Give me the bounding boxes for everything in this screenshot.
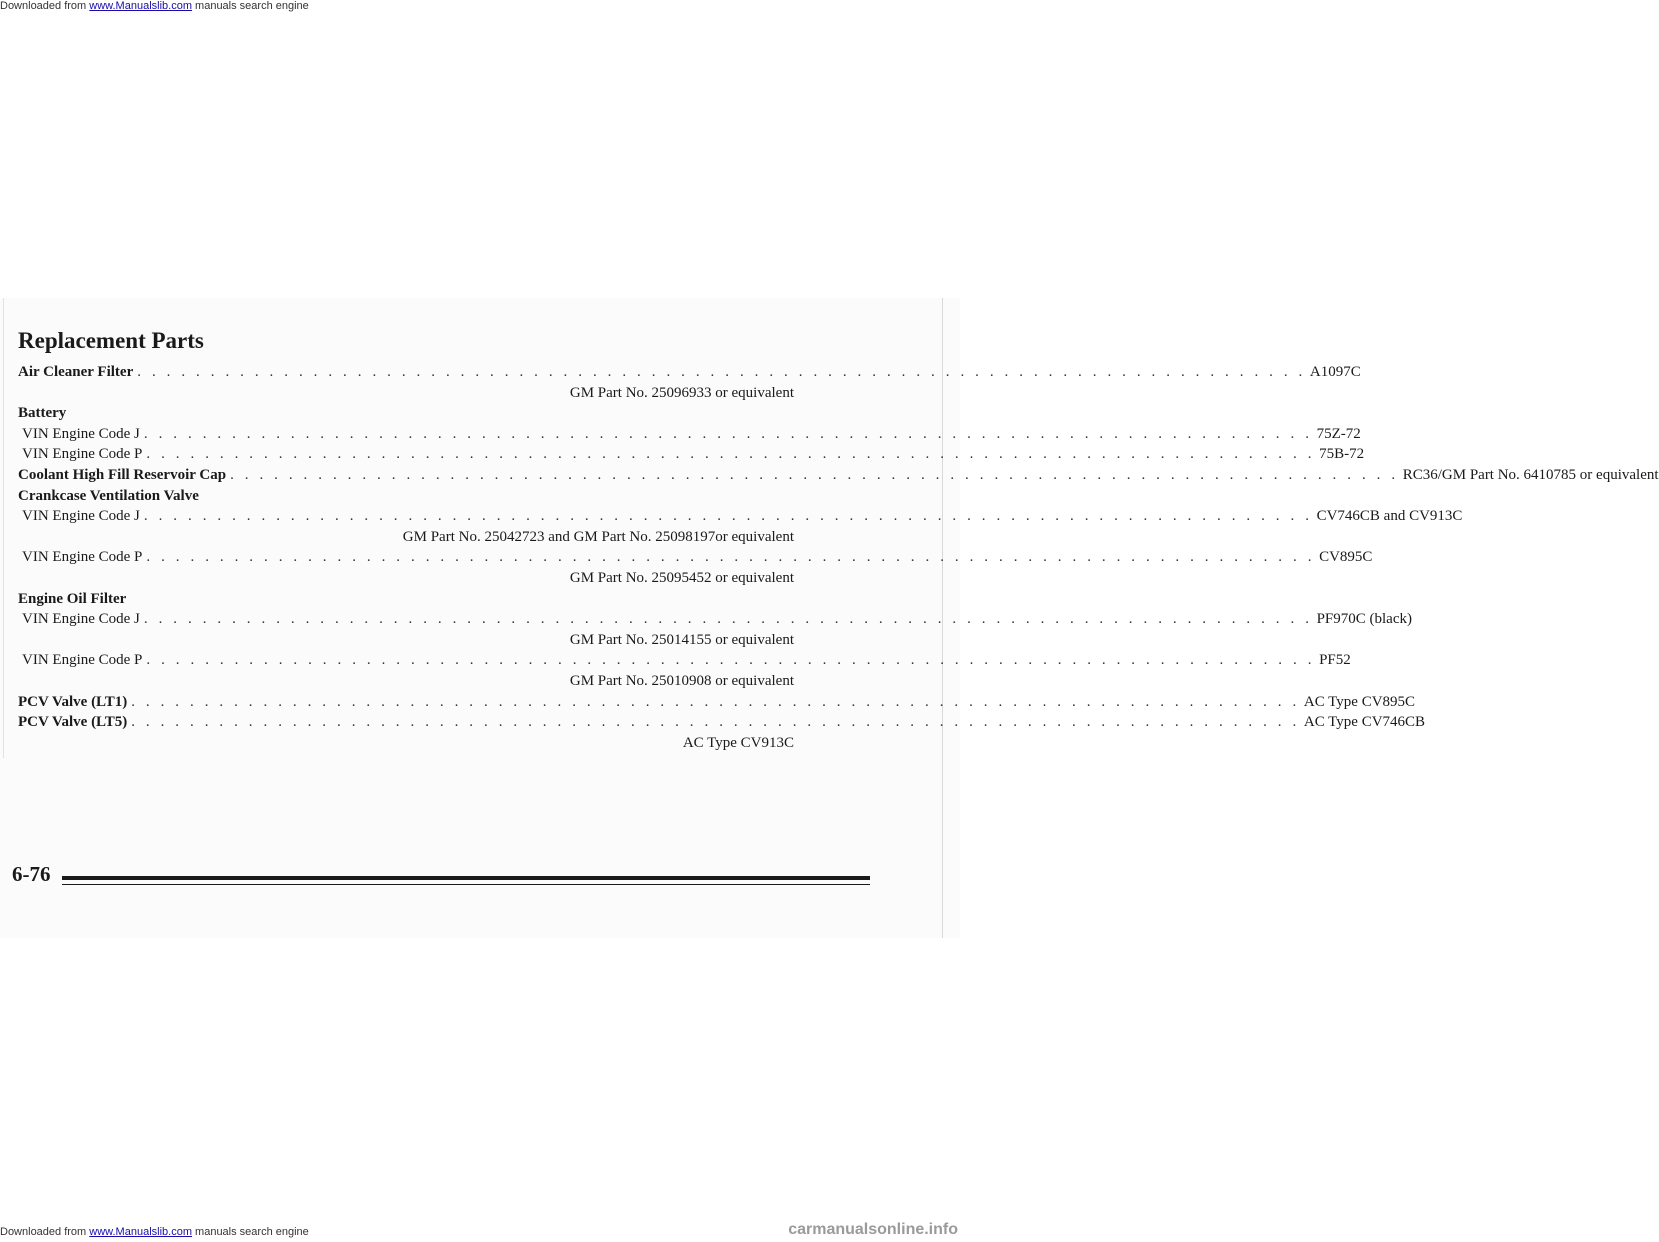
footer-rule-thick: [62, 876, 870, 880]
part-value: A1097C: [1309, 364, 1361, 380]
part-number-note: [18, 383, 794, 404]
part-subitem-row: [18, 547, 1373, 568]
banner-suffix: manuals search engine: [191, 1226, 309, 1238]
part-number-note: [18, 568, 794, 589]
download-banner-top: [0, 0, 309, 12]
part-value: 75Z-72: [1316, 425, 1361, 442]
part-value: AC Type CV895C: [1303, 693, 1416, 710]
banner-prefix: Downloaded from: [0, 0, 90, 12]
part-subitem-row: [18, 609, 1412, 630]
part-item-row: [18, 712, 1426, 733]
dot-leader: . . . . . . . . . . . . . . . . . . . . . . . . . . . . . . . . . . . . . . . . . . . . . . . . . . . . . . . . . . . . . . . . . . . . . . . . . . . . . . . .: [131, 693, 1300, 710]
part-number-note: [18, 671, 794, 692]
part-label: VIN Engine Code P: [22, 446, 143, 463]
part-label: PCV Valve (LT5): [18, 714, 128, 731]
part-value: CV895C: [1319, 549, 1373, 566]
page-title: Replacement Parts: [18, 328, 204, 353]
part-label: VIN Engine Code J: [22, 425, 140, 442]
footer-rule-thin: [62, 884, 870, 885]
part-value: AC Type CV746CB: [1303, 714, 1426, 731]
dot-leader: . . . . . . . . . . . . . . . . . . . . . . . . . . . . . . . . . . . . . . . . . . . . . . . . . . . . . . . . . . . . . . . . . . . . . . . . . . . . . . . .: [137, 364, 1306, 380]
part-number-text: GM Part No. 25010908 or equivalent: [569, 672, 794, 689]
banner-bottom-text: [0, 1226, 309, 1238]
part-number-text: GM Part No. 25042723 and GM Part No. 25098197or equivalent: [402, 528, 794, 545]
part-number-note: [18, 630, 794, 651]
part-label: VIN Engine Code P: [22, 652, 143, 669]
part-category-heading: [18, 486, 794, 507]
part-number-text: GM Part No. 25096933 or equivalent: [569, 384, 794, 401]
dot-leader: . . . . . . . . . . . . . . . . . . . . . . . . . . . . . . . . . . . . . . . . . . . . . . . . . . . . . . . . . . . . . . . . . . . . . . . . . . . . . . . .: [143, 425, 1313, 442]
banner-suffix: manuals search engine: [191, 0, 309, 12]
parts-list: [18, 362, 1659, 753]
part-value: 75B-72: [1319, 446, 1365, 463]
part-item-row: [18, 692, 1416, 713]
part-subitem-row: [18, 506, 1463, 527]
part-item-row: [18, 362, 1361, 383]
part-label: VIN Engine Code P: [22, 549, 143, 566]
part-subitem-row: [18, 444, 1365, 465]
category-label: Crankcase Ventilation Valve: [18, 487, 199, 504]
dot-leader: . . . . . . . . . . . . . . . . . . . . . . . . . . . . . . . . . . . . . . . . . . . . . . . . . . . . . . . . . . . . . . . . . . . . . . . . . . . . . . . .: [146, 652, 1316, 669]
part-label: PCV Valve (LT1): [18, 693, 128, 710]
category-label: Engine Oil Filter: [18, 590, 127, 607]
manualslib-link[interactable]: www.Manualslib.com: [89, 1226, 192, 1238]
part-label: VIN Engine Code J: [22, 508, 140, 525]
watermark: carmanualsonline.info: [788, 1221, 958, 1238]
part-label: VIN Engine Code J: [22, 611, 140, 628]
part-category-heading: [18, 589, 794, 610]
dot-leader: . . . . . . . . . . . . . . . . . . . . . . . . . . . . . . . . . . . . . . . . . . . . . . . . . . . . . . . . . . . . . . . . . . . . . . . . . . . . . . . .: [143, 508, 1313, 525]
part-number-note: [18, 733, 794, 754]
part-number-text: AC Type CV913C: [682, 734, 794, 751]
category-label: Battery: [18, 405, 67, 422]
part-value: CV746CB and CV913C: [1316, 508, 1463, 525]
part-label: Air Cleaner Filter: [18, 364, 134, 380]
part-value: PF970C (black): [1316, 611, 1412, 628]
dot-leader: . . . . . . . . . . . . . . . . . . . . . . . . . . . . . . . . . . . . . . . . . . . . . . . . . . . . . . . . . . . . . . . . . . . . . . . . . . . . . . . .: [146, 549, 1316, 566]
part-number-text: GM Part No. 25014155 or equivalent: [569, 631, 794, 648]
part-category-heading: [18, 403, 794, 424]
dot-leader: . . . . . . . . . . . . . . . . . . . . . . . . . . . . . . . . . . . . . . . . . . . . . . . . . . . . . . . . . . . . . . . . . . . . . . . . . . . . . . . .: [146, 446, 1316, 463]
part-number-note: [18, 527, 794, 548]
part-value: RC36/GM Part No. 6410785 or equivalent: [1402, 466, 1659, 483]
banner-prefix: Downloaded from: [0, 1226, 90, 1238]
part-item-row: [18, 465, 1659, 486]
part-label: Coolant High Fill Reservoir Cap: [18, 466, 227, 483]
page-left-edge: [3, 298, 4, 758]
part-number-text: GM Part No. 25095452 or equivalent: [569, 569, 794, 586]
part-value: PF52: [1319, 652, 1351, 669]
part-subitem-row: [18, 650, 1351, 671]
part-subitem-row: [18, 424, 1361, 445]
page-number: 6-76: [12, 862, 51, 886]
dot-leader: . . . . . . . . . . . . . . . . . . . . . . . . . . . . . . . . . . . . . . . . . . . . . . . . . . . . . . . . . . . . . . . . . . . . . . . . . . . . . . . .: [131, 714, 1300, 731]
manualslib-link[interactable]: www.Manualslib.com: [89, 0, 192, 12]
dot-leader: . . . . . . . . . . . . . . . . . . . . . . . . . . . . . . . . . . . . . . . . . . . . . . . . . . . . . . . . . . . . . . . . . . . . . . . . . . . . . . . .: [143, 611, 1313, 628]
manual-page: [0, 298, 1659, 938]
dot-leader: . . . . . . . . . . . . . . . . . . . . . . . . . . . . . . . . . . . . . . . . . . . . . . . . . . . . . . . . . . . . . . . . . . . . . . . . . . . . . . . .: [230, 466, 1399, 483]
